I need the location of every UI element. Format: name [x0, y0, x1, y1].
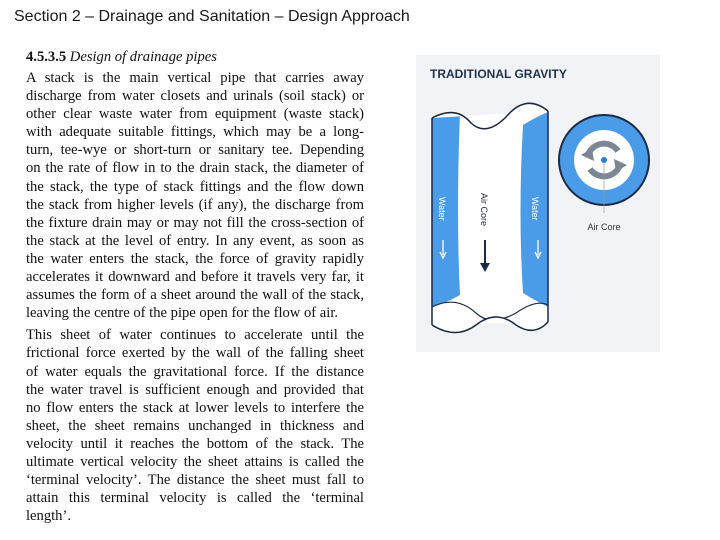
text-line: discharge from water closets and urinals (soil stack) or: [26, 88, 364, 105]
text-line: no flow enters the stack at lower levels to interfere the: [26, 399, 364, 416]
text-column: [26, 47, 364, 525]
section-heading: [26, 47, 364, 67]
text-line: accelerates it downward and before it travels very far, it: [26, 269, 364, 286]
section-number: 4.5.3.5: [26, 49, 67, 65]
air-core-label: Air Core: [479, 193, 489, 227]
slide-title: Section 2 – Drainage and Sanitation – Design Approach: [14, 8, 410, 25]
text-line: the stack, the type of stack fittings and the flow down: [26, 178, 364, 195]
text-line: leaving the centre of the pipe open for the flow of air.: [26, 305, 339, 322]
paragraph-2: [26, 326, 364, 525]
text-line: the water enters the stack, the force of gravity rapidly: [26, 250, 364, 267]
figure-title: TRADITIONAL GRAVITY: [430, 67, 567, 81]
text-line: the stack at the level of entry. In any event, as soon as: [26, 232, 364, 249]
cross-section: [559, 115, 649, 232]
text-line: the fixture drain may or may not fill the cross-section of: [26, 214, 364, 231]
traditional-gravity-figure: [416, 55, 660, 352]
cross-section-air-core-label: Air Core: [587, 222, 621, 232]
text-line: This sheet of water continues to accelerate until the: [26, 327, 364, 344]
text-line: other clear waste water from equipment (waste stack): [26, 106, 364, 123]
text-line: ‘terminal velocity’. The distance the sheet must fall to: [26, 472, 364, 489]
text-line: attain this terminal velocity is called the ‘terminal: [26, 490, 364, 507]
text-line: of water equals the gravitational force. If the distance: [26, 363, 364, 380]
text-line: turn, tee-wye or short-turn or sanitary tee. Depending: [26, 142, 364, 159]
text-line: with adequate suitable fittings, which may be a long-: [26, 124, 364, 141]
text-line: length’.: [26, 508, 71, 525]
paragraph-1: [26, 69, 364, 322]
text-line: velocity until it reaches the bottom of the stack. The: [26, 435, 364, 452]
air-core-dot: [601, 157, 607, 163]
text-line: the water travel is sufficient enough and provided that: [26, 381, 364, 398]
pipe-diagram: [416, 55, 660, 352]
water-label-left: Water: [437, 197, 447, 221]
text-line: the stack from higher levels (if any), the discharge from: [26, 196, 364, 213]
text-line: A stack is the main vertical pipe that carries away: [26, 70, 364, 86]
water-label-right: Water: [530, 197, 540, 221]
text-line: on the rate of flow in to the drain stack, the diameter of: [26, 160, 364, 177]
section-title: Design of drainage pipes: [69, 49, 217, 65]
text-line: ultimate vertical velocity the sheet attains is called the: [26, 453, 364, 470]
text-line: frictional force exerted by the wall of the falling sheet: [26, 345, 364, 362]
text-line: sheet, the sheet remains unchanged in thickness and: [26, 417, 364, 434]
text-line: assumes the form of a sheet around the wall of the stack,: [26, 287, 364, 304]
